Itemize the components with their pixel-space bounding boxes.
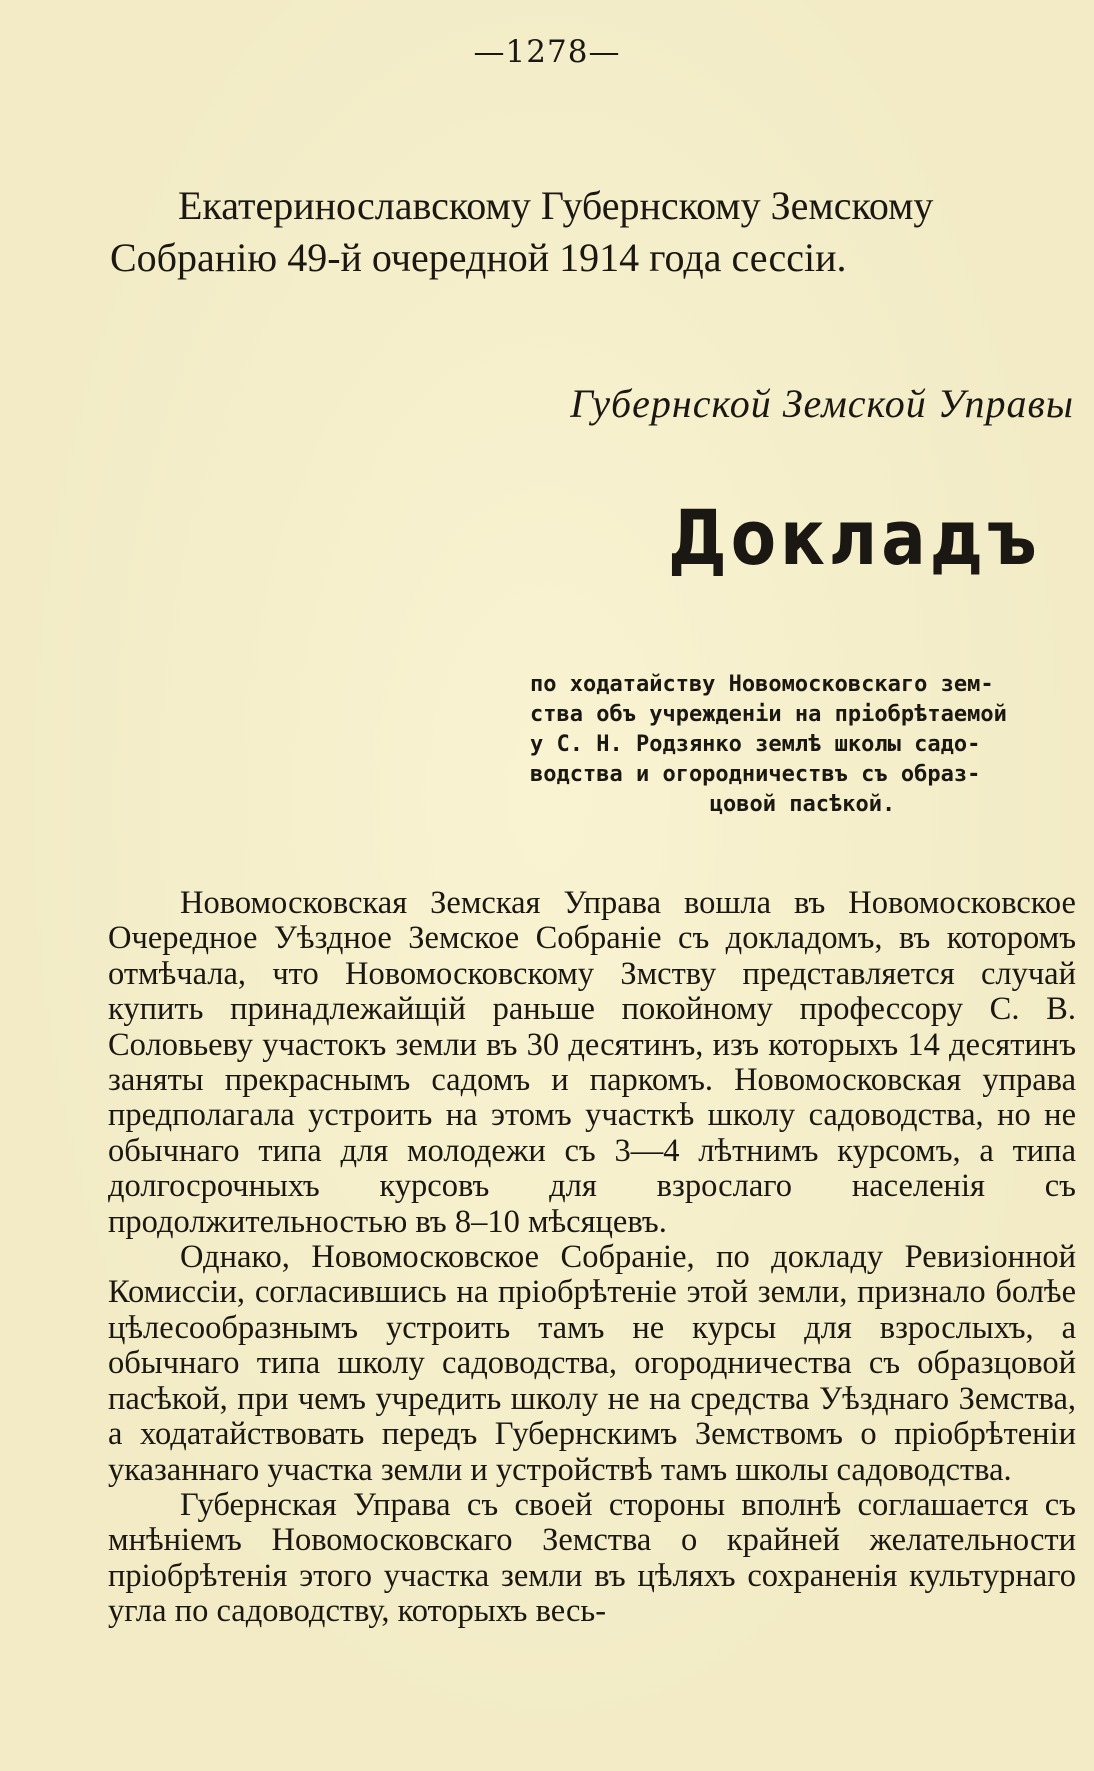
subject-line: ства объ учрежденіи на пріобрѣтаемой (530, 702, 1007, 727)
subject-block (530, 670, 1075, 820)
subject-line-last: цовой пасѣкой. (709, 792, 896, 817)
address-heading (110, 180, 1078, 284)
sender-line: Губернской Земской Управы (570, 381, 1074, 426)
address-line-1: Екатеринославскому Губернскому Земскому (178, 183, 934, 228)
paragraph: Однако, Новомосковское Собраніе, по докладу Ревизіонной Комиссіи, согласившись на пріобрѣтеніе этой земли, признало болѣе цѣлесообразнымъ устроить тамъ не курсы для взрослыхъ, а обычнаго типа школу садоводства, огородничества съ образцовой пасѣкой, при чемъ учредить школу не на средства Уѣзднаго Земства, а ходатайствовать передъ Губернскимъ Земствомъ о пріобрѣтеніи указаннаго участка земли и устройствѣ тамъ школы садоводства. (108, 1239, 1076, 1488)
paragraph: Губернская Управа съ своей стороны вполнѣ соглашается съ мнѣніемъ Новомосковскаго Земства о крайней желательности пріобрѣтенія этого участка земли въ цѣляхъ сохраненія культурнаго угла по садоводству, которыхъ весь- (108, 1486, 1076, 1630)
subject-line: у С. Н. Родзянко землѣ школы садо- (530, 732, 981, 757)
document-title: Докладъ (668, 494, 1041, 583)
page-number: —1278— (473, 34, 621, 70)
subject-line: по ходатайству Новомосковскаго зем- (530, 672, 994, 697)
paragraph: Новомосковская Земская Управа вошла въ Новомосковское Очередное Уѣздное Земское Собраніе съ докладомъ, въ которомъ отмѣчала, что Новомосковскому Змству представляется случай купить принадлежайщій раньше покойному профессору С. В. Соловьеву участокъ земли въ 30 десятинъ, изъ которыхъ 14 десятинъ заняты прекраснымъ садомъ и паркомъ. Новомосковская управа предполагала устроить на этомъ участкѣ школу садоводства, но не обычнаго типа для молодежи съ 3—4 лѣтнимъ курсомъ, а типа долгосрочныхъ курсовъ для взрослаго населенія съ продолжительностью въ 8–10 мѣсяцевъ. (108, 885, 1076, 1240)
address-line-2: Собранію 49-й очередной 1914 года сессіи. (110, 235, 847, 280)
body-text (108, 886, 1076, 1630)
subject-line: водства и огородничествъ съ образ- (530, 762, 981, 787)
